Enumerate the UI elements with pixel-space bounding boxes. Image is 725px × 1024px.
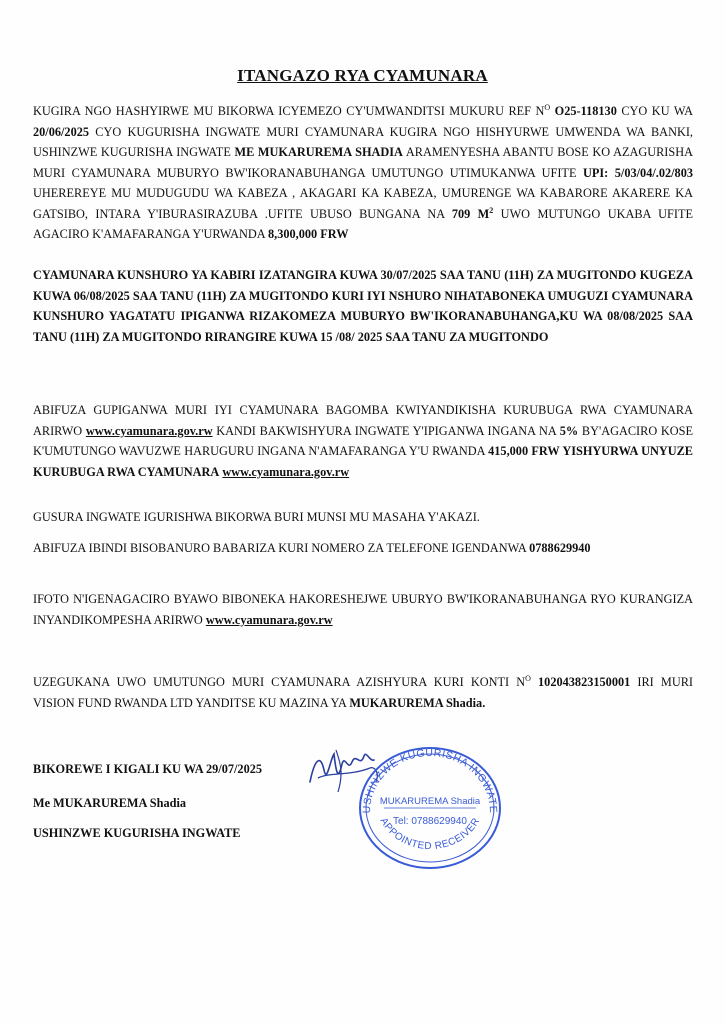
signatory-name: Me MUKARUREMA Shadia — [33, 796, 187, 810]
registration-text-1: ABIFUZA GUPIGANWA MURI IYI CYAMUNARA BAGOMBA KWIYANDIKISHA KURUBUGA RWA CYAMUNARA ARIRWO — [33, 403, 693, 438]
property-area: 709 M — [451, 206, 490, 221]
decision-date: 20/06/2025 — [33, 124, 90, 139]
notice-text-4: ARAMENYESHA ABANTU BOSE KO AZAGURISHA MURI CYAMUNARA MUBURYO BW'IKORANABUHANGA UMUTUNGO UTIMUKANWA UFITE — [33, 145, 694, 180]
paragraph-photos — [33, 589, 693, 630]
payment-text-1: UZEGUKANA UWO UMUTUNGO MURI CYAMUNARA AZISHYURA KURI KONTI N — [33, 675, 526, 689]
stamp-name: MUKARUREMA Shadia — [379, 796, 481, 807]
contact-text: ABIFUZA IBINDI BISOBANURO BABARIZA KURI NOMERO ZA TELEFONE IGENDANWA — [33, 541, 530, 555]
receiver-name: ME MUKARUREMA SHADIA — [234, 145, 403, 159]
payment-text-2: IRI MURI VISION FUND RWANDA LTD YANDITSE KU MAZINA YA — [33, 675, 694, 710]
deposit-amount: 415,000 FRW YISHYURWA UNYUZE KURUBUGA RWA CYAMUNARA — [33, 444, 693, 479]
notice-text-1: KUGIRA NGO HASHYIRWE MU BIKORWA ICYEMEZO CY'UMWANDITSI MUKURU REF N — [33, 104, 545, 118]
photos-text: IFOTO N'IGENAGACIRO BYAWO BIBONEKA HAKORESHEJWE UBURYO BW'IKORANABUHANGA RYO KURANGIZA INYANDIKOMPESHA ARIRWO — [33, 592, 693, 627]
signing-place-date: BIKOREWE I KIGALI KU WA 29/07/2025 — [33, 762, 263, 776]
stamp-bottom-text: APPOINTED RECEIVER — [377, 816, 483, 853]
notice-text-3: CYO KUGURISHA INGWATE MURI CYAMUNARA KUGIRA NGO HISHYURWE UMWENDA WA BANKI, USHINZWE KUGURISHA INGWATE — [33, 124, 693, 159]
page-title: ITANGAZO RYA CYAMUNARA — [237, 66, 488, 85]
stamp-top-text: USHINZWE KUGURISHA INGWATE — [360, 746, 500, 814]
property-value: 8,300,000 FRW — [268, 227, 349, 241]
area-superscript: 2 — [489, 205, 494, 215]
paragraph-payment — [33, 672, 693, 713]
cyamunara-link-2[interactable]: www.cyamunara.gov.rw — [222, 464, 350, 479]
paragraph-contact — [33, 538, 693, 559]
registration-text-2: KANDI BAKWISHYURA INGWATE Y'IPIGANWA INGANA NA — [212, 423, 560, 438]
paragraph-registration — [33, 400, 693, 482]
account-holder-name: MUKARUREMA Shadia. — [349, 695, 486, 710]
stamp-phone: Tel: 0788629940 — [393, 816, 467, 827]
property-upi: UPI: 5/03/04/.02/803 — [582, 165, 693, 180]
deposit-percent: 5% — [559, 423, 579, 438]
signatory-role: USHINZWE KUGURISHA INGWATE — [33, 826, 241, 840]
official-stamp — [356, 742, 504, 870]
number-sign-superscript-2: O — [525, 673, 531, 683]
reference-number: O25-118130 — [550, 104, 617, 118]
paragraph-auction-dates: CYAMUNARA KUNSHURO YA KABIRI IZATANGIRA KUWA 30/07/2025 SAA TANU (11H) ZA MUGITONDO KUGEZA KUWA 06/08/2025 SAA TANU (11H) ZA MUGITONDO KURI IYI NSHURO NIHATABONEKA UMUGUZI CYAMUNARA KUNSHURO YAGATATU IPIGANWA RIZAKOMEZA MUBURYO BW'IKORANABUHANGA,KU WA 08/08/2025 SAA TANU (11H) ZA MUGITONDO RIRANGIRE KUWA 15 /08/ 2025 SAA TANU ZA MUGITONDO — [33, 268, 693, 344]
cyamunara-link[interactable]: www.cyamunara.gov.rw — [85, 423, 213, 438]
registration-text-3: BY'AGACIRO KOSE K'UMUTUNGO WAVUZWE HARUGURU INGANA N'AMAFARANGA Y'U RWANDA — [33, 423, 694, 458]
account-number: 102043823150001 — [538, 675, 631, 689]
notice-text-6: UWO MUTUNGO UKABA UFITE AGACIRO K'AMAFARANGA Y'URWANDA — [33, 206, 693, 241]
contact-phone: 0788629940 — [529, 541, 591, 555]
paragraph-notice — [33, 101, 693, 245]
paragraph-visiting: GUSURA INGWATE IGURISHWA BIKORWA BURI MUNSI MU MASAHA Y'AKAZI. — [33, 510, 480, 524]
cyamunara-link-3[interactable]: www.cyamunara.gov.rw — [205, 612, 333, 627]
notice-text-5: UHEREREYE MU MUDUGUDU WA KABEZA , AKAGARI KA KABEZA, UMURENGE WA KABARORE AKARERE KA GATSIBO, INTARA Y'IBURASIRAZUBA .UFITE UBUSO BUNGANA NA — [33, 186, 693, 221]
notice-text-2: CYO KU WA — [616, 104, 693, 118]
number-sign-superscript: O — [544, 102, 551, 112]
